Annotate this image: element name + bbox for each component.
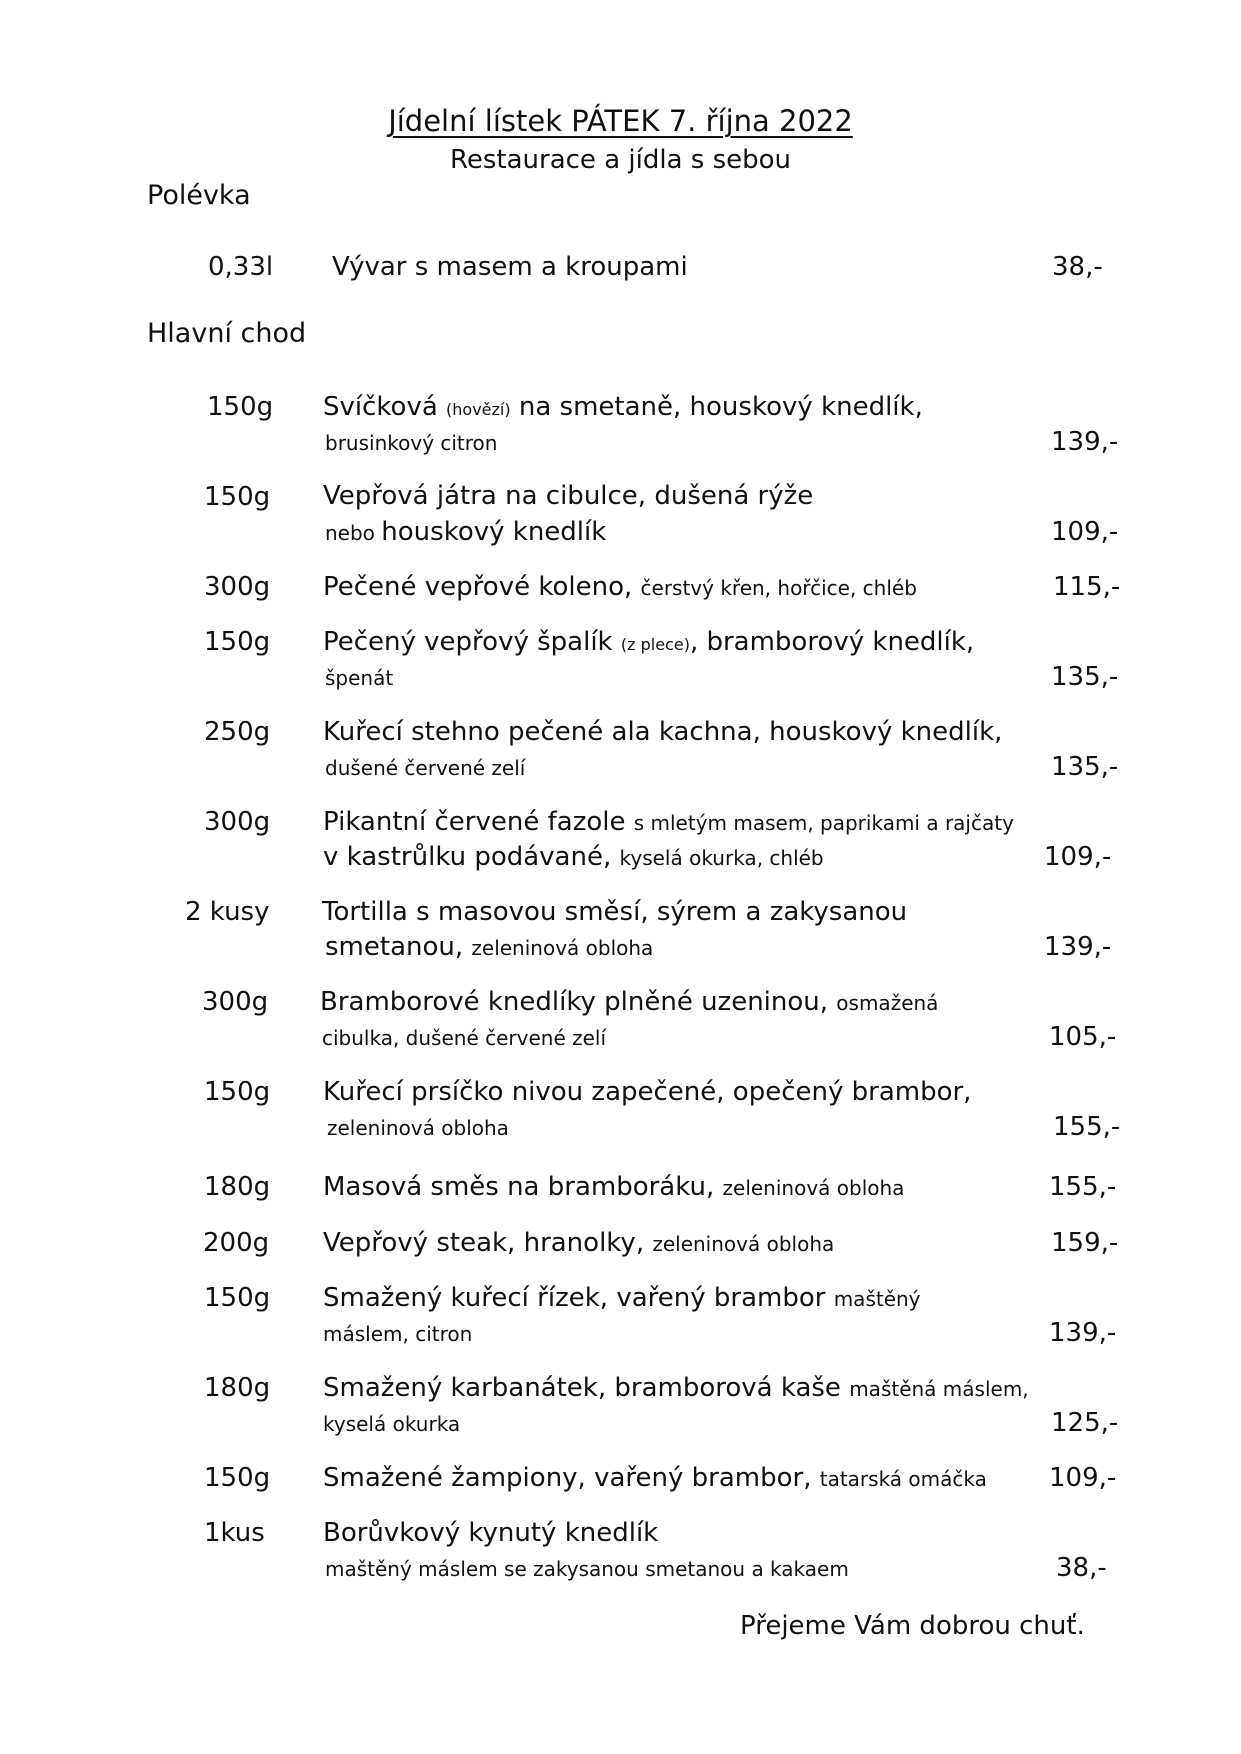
item-name: v kastrůlku podávané, — [323, 842, 620, 872]
item-line-2: zeleninová obloha — [327, 1116, 509, 1140]
item-line-1 — [323, 805, 1014, 839]
item-name: Pikantní červené fazole — [323, 807, 634, 837]
item-quantity: 0,33l — [208, 252, 274, 282]
item-name: Masová směs na bramboráku, — [323, 1172, 723, 1202]
item-line-2 — [325, 930, 653, 964]
item-quantity: 200g — [203, 1228, 270, 1258]
item-line-2: kyselá okurka — [323, 1412, 461, 1436]
item-line-2 — [325, 515, 606, 549]
item-quantity: 180g — [204, 1172, 271, 1202]
item-price: 139,- — [1051, 427, 1119, 457]
item-quantity: 2 kusy — [185, 897, 270, 927]
item-name: Smažený karbanátek, bramborová kaše — [323, 1373, 850, 1403]
item-note: tatarská omáčka — [819, 1467, 987, 1491]
item-line-2: maštěný máslem se zakysanou smetanou a kakaem — [325, 1557, 849, 1581]
item-quantity: 150g — [204, 1283, 271, 1313]
closing-greeting: Přejeme Vám dobrou chuť. — [740, 1611, 1085, 1641]
item-quantity: 150g — [204, 482, 271, 512]
item-note: maštěný — [833, 1287, 921, 1311]
item-note: maštěná máslem, — [849, 1377, 1029, 1401]
item-line-1: Borůvkový kynutý knedlík — [323, 1518, 659, 1548]
item-name: Smažený kuřecí řízek, vařený brambor — [323, 1283, 834, 1313]
item-line-2: špenát — [325, 666, 394, 690]
item-line-1: Kuřecí prsíčko nivou zapečené, opečený brambor, — [323, 1077, 972, 1107]
item-line-1 — [320, 985, 938, 1019]
item-note: zeleninová obloha — [652, 1232, 835, 1256]
item-price: 155,- — [1049, 1172, 1117, 1202]
item-price: 109,- — [1044, 842, 1112, 872]
item-price: 155,- — [1053, 1112, 1121, 1142]
item-side: na smetaně, houskový knedlík, — [510, 392, 923, 422]
item-line-1 — [323, 625, 974, 662]
item-line-1 — [323, 390, 923, 427]
item-line-2: dušené červené zelí — [325, 756, 526, 780]
item-line-1 — [323, 1371, 1029, 1405]
item-price: 135,- — [1051, 752, 1119, 782]
item-line-1: Kuřecí stehno pečené ala kachna, houskový knedlík, — [323, 717, 1003, 747]
item-name: Svíčková — [323, 392, 447, 422]
section-heading-main: Hlavní chod — [147, 318, 307, 349]
item-note: s mletým masem, paprikami a rajčaty — [633, 811, 1014, 835]
item-price: 139,- — [1044, 932, 1112, 962]
item-name: Pečený vepřový špalík — [323, 627, 621, 657]
item-name: Smažené žampiony, vařený brambor, — [323, 1463, 820, 1493]
item-side: , bramborový knedlík, — [689, 627, 975, 657]
item-note: zeleninová obloha — [722, 1176, 905, 1200]
item-quantity: 300g — [204, 807, 271, 837]
menu-title: Jídelní lístek PÁTEK 7. října 2022 — [388, 104, 853, 138]
item-quantity: 250g — [204, 717, 271, 747]
item-side: houskový knedlík — [381, 517, 607, 547]
item-line-1: Tortilla s masovou směsí, sýrem a zakysanou — [322, 897, 908, 927]
item-price: 115,- — [1053, 572, 1121, 602]
item-quantity: 180g — [204, 1373, 271, 1403]
section-heading-soup: Polévka — [147, 180, 251, 211]
item-line-1: Vepřová játra na cibulce, dušená rýže — [323, 481, 814, 511]
item-price: 109,- — [1049, 1463, 1117, 1493]
item-price: 38,- — [1052, 252, 1103, 282]
item-line-1 — [323, 1170, 904, 1204]
item-name: Pečené vepřové koleno, — [323, 572, 641, 602]
item-line-1 — [323, 570, 917, 604]
item-price: 125,- — [1051, 1408, 1119, 1438]
item-note: (z plece) — [620, 635, 690, 654]
item-note: zeleninová obloha — [471, 936, 654, 960]
item-note: (hovězí) — [446, 400, 511, 419]
item-name: Vývar s masem a kroupami — [332, 252, 688, 282]
item-line-2: cibulka, dušené červené zelí — [322, 1026, 607, 1050]
item-note: kyselá okurka, chléb — [619, 846, 824, 870]
item-quantity: 300g — [202, 987, 269, 1017]
item-price: 139,- — [1049, 1318, 1117, 1348]
item-quantity: 150g — [204, 627, 271, 657]
item-line-2: brusinkový citron — [325, 431, 498, 455]
item-line-1 — [323, 1461, 987, 1495]
item-line-2: máslem, citron — [323, 1322, 473, 1346]
item-line-2 — [323, 840, 824, 874]
item-note: nebo — [325, 521, 382, 545]
item-quantity: 300g — [204, 572, 271, 602]
item-name: smetanou, — [325, 932, 472, 962]
item-quantity: 150g — [207, 392, 274, 422]
item-price: 105,- — [1049, 1022, 1117, 1052]
item-name: Vepřový steak, hranolky, — [323, 1228, 653, 1258]
menu-subtitle: Restaurace a jídla s sebou — [449, 145, 792, 175]
item-name: Bramborové knedlíky plněné uzeninou, — [320, 987, 837, 1017]
item-price: 159,- — [1051, 1228, 1119, 1258]
item-note: čerstvý křen, hořčice, chléb — [640, 576, 917, 600]
item-quantity: 1kus — [204, 1518, 265, 1548]
item-note: osmažená — [836, 991, 939, 1015]
item-quantity: 150g — [204, 1463, 271, 1493]
item-price: 109,- — [1051, 517, 1119, 547]
item-line-1 — [323, 1281, 921, 1315]
item-line-1 — [323, 1226, 834, 1260]
item-quantity: 150g — [204, 1077, 271, 1107]
item-price: 135,- — [1051, 662, 1119, 692]
item-price: 38,- — [1056, 1553, 1107, 1583]
